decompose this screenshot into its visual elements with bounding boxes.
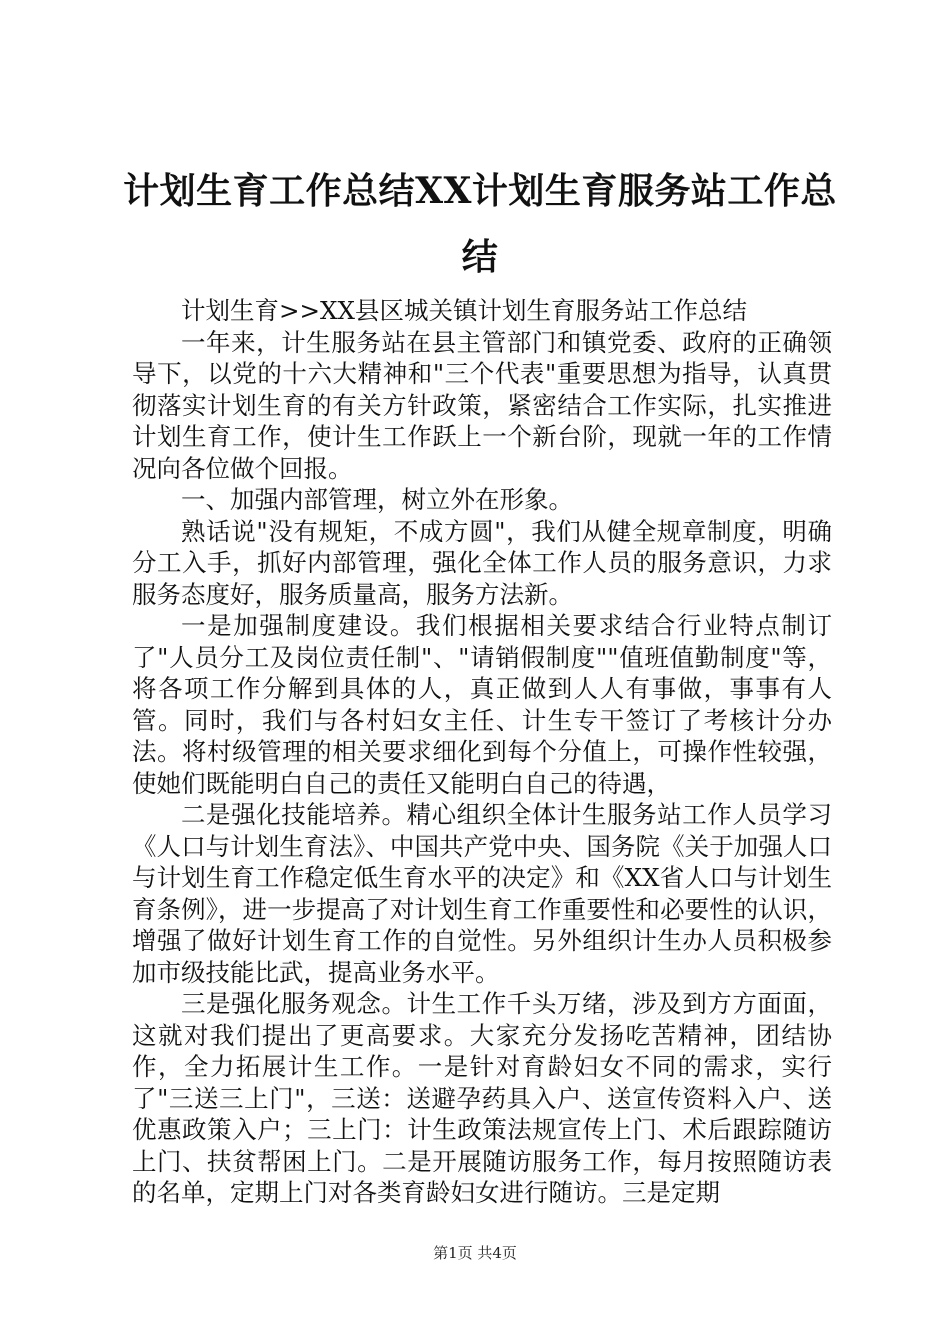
paragraph-intro: 一年来，计生服务站在县主管部门和镇党委、政府的正确领导下，以党的十六大精神和"三个代表"重要思想为指导，认真贯彻落实计划生育的有关方针政策，紧密结合工作实际，扎实推进计划生育工作，使计生工作跃上一个新台阶，现就一年的工作情况向各位做个回报。 bbox=[132, 327, 832, 483]
section-heading: 一、加强内部管理，树立外在形象。 bbox=[181, 485, 573, 514]
document-body bbox=[132, 295, 832, 1209]
paragraph-point-three: 三是强化服务观念。计生工作千头万绪，涉及到方方面面，这就对我们提出了更高要求。大家充分发扬吃苦精神，团结协作，全力拓展计生工作。一是针对育龄妇女不同的需求，实行了"三送三上门"，三送：送避孕药具入户、送宣传资料入户、送优惠政策入户；三上门：计生政策法规宣传上门、术后跟踪随访上门、扶贫帮困上门。二是开展随访服务工作，每月按照随访表的名单，定期上门对各类育龄妇女进行随访。三是定期 bbox=[132, 989, 832, 1207]
paragraph-point-two: 二是强化技能培养。精心组织全体计生服务站工作人员学习《人口与计划生育法》、中国共产党中央、国务院《关于加强人口与计划生育工作稳定低生育水平的决定》和《XX省人口与计划生育条例》，进一步提高了对计划生育工作重要性和必要性的认识，增强了做好计划生育工作的自觉性。另外组织计生办人员积极参加市级技能比武，提高业务水平。 bbox=[132, 800, 832, 987]
document-title: 计划生育工作总结XX计划生育服务站工作总结 bbox=[123, 170, 837, 278]
paragraph-subtitle: 计划生育>>XX县区城关镇计划生育服务站工作总结 bbox=[181, 296, 747, 325]
page-number-footer: 第1页 共4页 bbox=[433, 1244, 517, 1262]
paragraph-rules: 熟话说"没有规矩，不成方圆"，我们从健全规章制度，明确分工入手，抓好内部管理，强化全体工作人员的服务意识，力求服务态度好，服务质量高，服务方法新。 bbox=[132, 516, 832, 609]
paragraph-point-one: 一是加强制度建设。我们根据相关要求结合行业特点制订了"人员分工及岗位责任制"、"请销假制度""值班值勤制度"等，将各项工作分解到具体的人，真正做到人人有事做，事事有人管。同时，我们与各村妇女主任、计生专干签订了考核计分办法。将村级管理的相关要求细化到每个分值上，可操作性较强，使她们既能明白自己的责任又能明白自己的待遇， bbox=[132, 611, 832, 798]
